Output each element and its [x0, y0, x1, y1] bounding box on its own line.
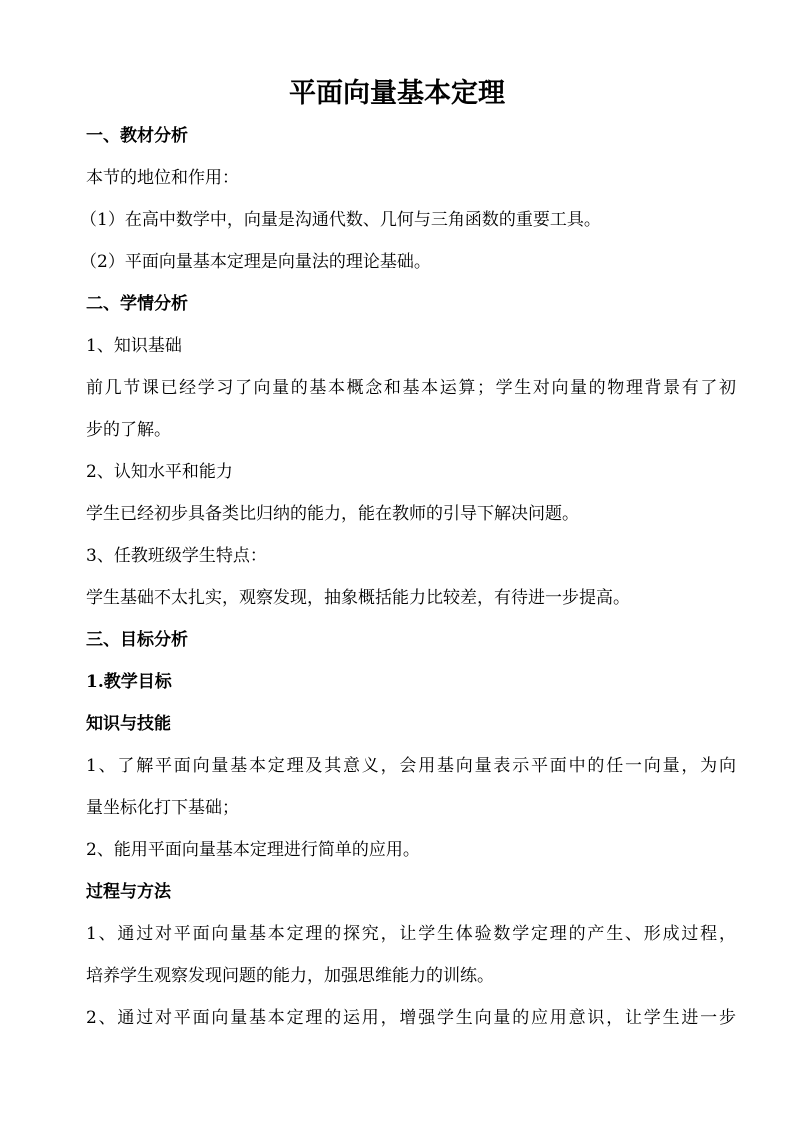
paragraph-line: 2、认知水平和能力	[86, 462, 233, 482]
paragraph-line: 前几节课已经学习了向量的基本概念和基本运算；学生对向量的物理背景有了初	[86, 378, 736, 398]
paragraph-line: 步的了解。	[86, 420, 171, 440]
paragraph-line: 本节的地位和作用：	[86, 168, 239, 188]
paragraph-line: 1、了解平面向量基本定理及其意义，会用基向量表示平面中的任一向量，为向	[86, 756, 736, 776]
subheading-process-methods: 过程与方法	[86, 882, 171, 902]
paragraph-line: 学生基础不太扎实，观察发现，抽象概括能力比较差，有待进一步提高。	[86, 588, 630, 608]
subheading-knowledge-skills: 知识与技能	[86, 714, 171, 734]
paragraph-line: （2）平面向量基本定理是向量法的理论基础。	[80, 252, 431, 272]
section-heading-learner-analysis: 二、学情分析	[86, 294, 188, 314]
paragraph-line: 2、通过对平面向量基本定理的运用，增强学生向量的应用意识，让学生进一步	[86, 1008, 736, 1028]
paragraph-line: （1）在高中数学中，向量是沟通代数、几何与三角函数的重要工具。	[80, 210, 601, 230]
paragraph-line: 3、任教班级学生特点：	[86, 546, 267, 566]
paragraph-line: 量坐标化打下基础；	[86, 798, 239, 818]
paragraph-line: 1、通过对平面向量基本定理的探究，让学生体验数学定理的产生、形成过程，	[86, 924, 736, 944]
section-heading-textbook-analysis: 一、教材分析	[86, 126, 188, 146]
section-heading-objective-analysis: 三、目标分析	[86, 630, 188, 650]
paragraph-line: 培养学生观察发现问题的能力，加强思维能力的训练。	[86, 966, 494, 986]
paragraph-line: 1、知识基础	[86, 336, 182, 356]
paragraph-line: 2、能用平面向量基本定理进行简单的应用。	[86, 840, 420, 860]
document-title: 平面向量基本定理	[289, 78, 505, 109]
paragraph-line: 学生已经初步具备类比归纳的能力，能在教师的引导下解决问题。	[86, 504, 579, 524]
subheading-teaching-objectives: 1.教学目标	[86, 672, 172, 692]
